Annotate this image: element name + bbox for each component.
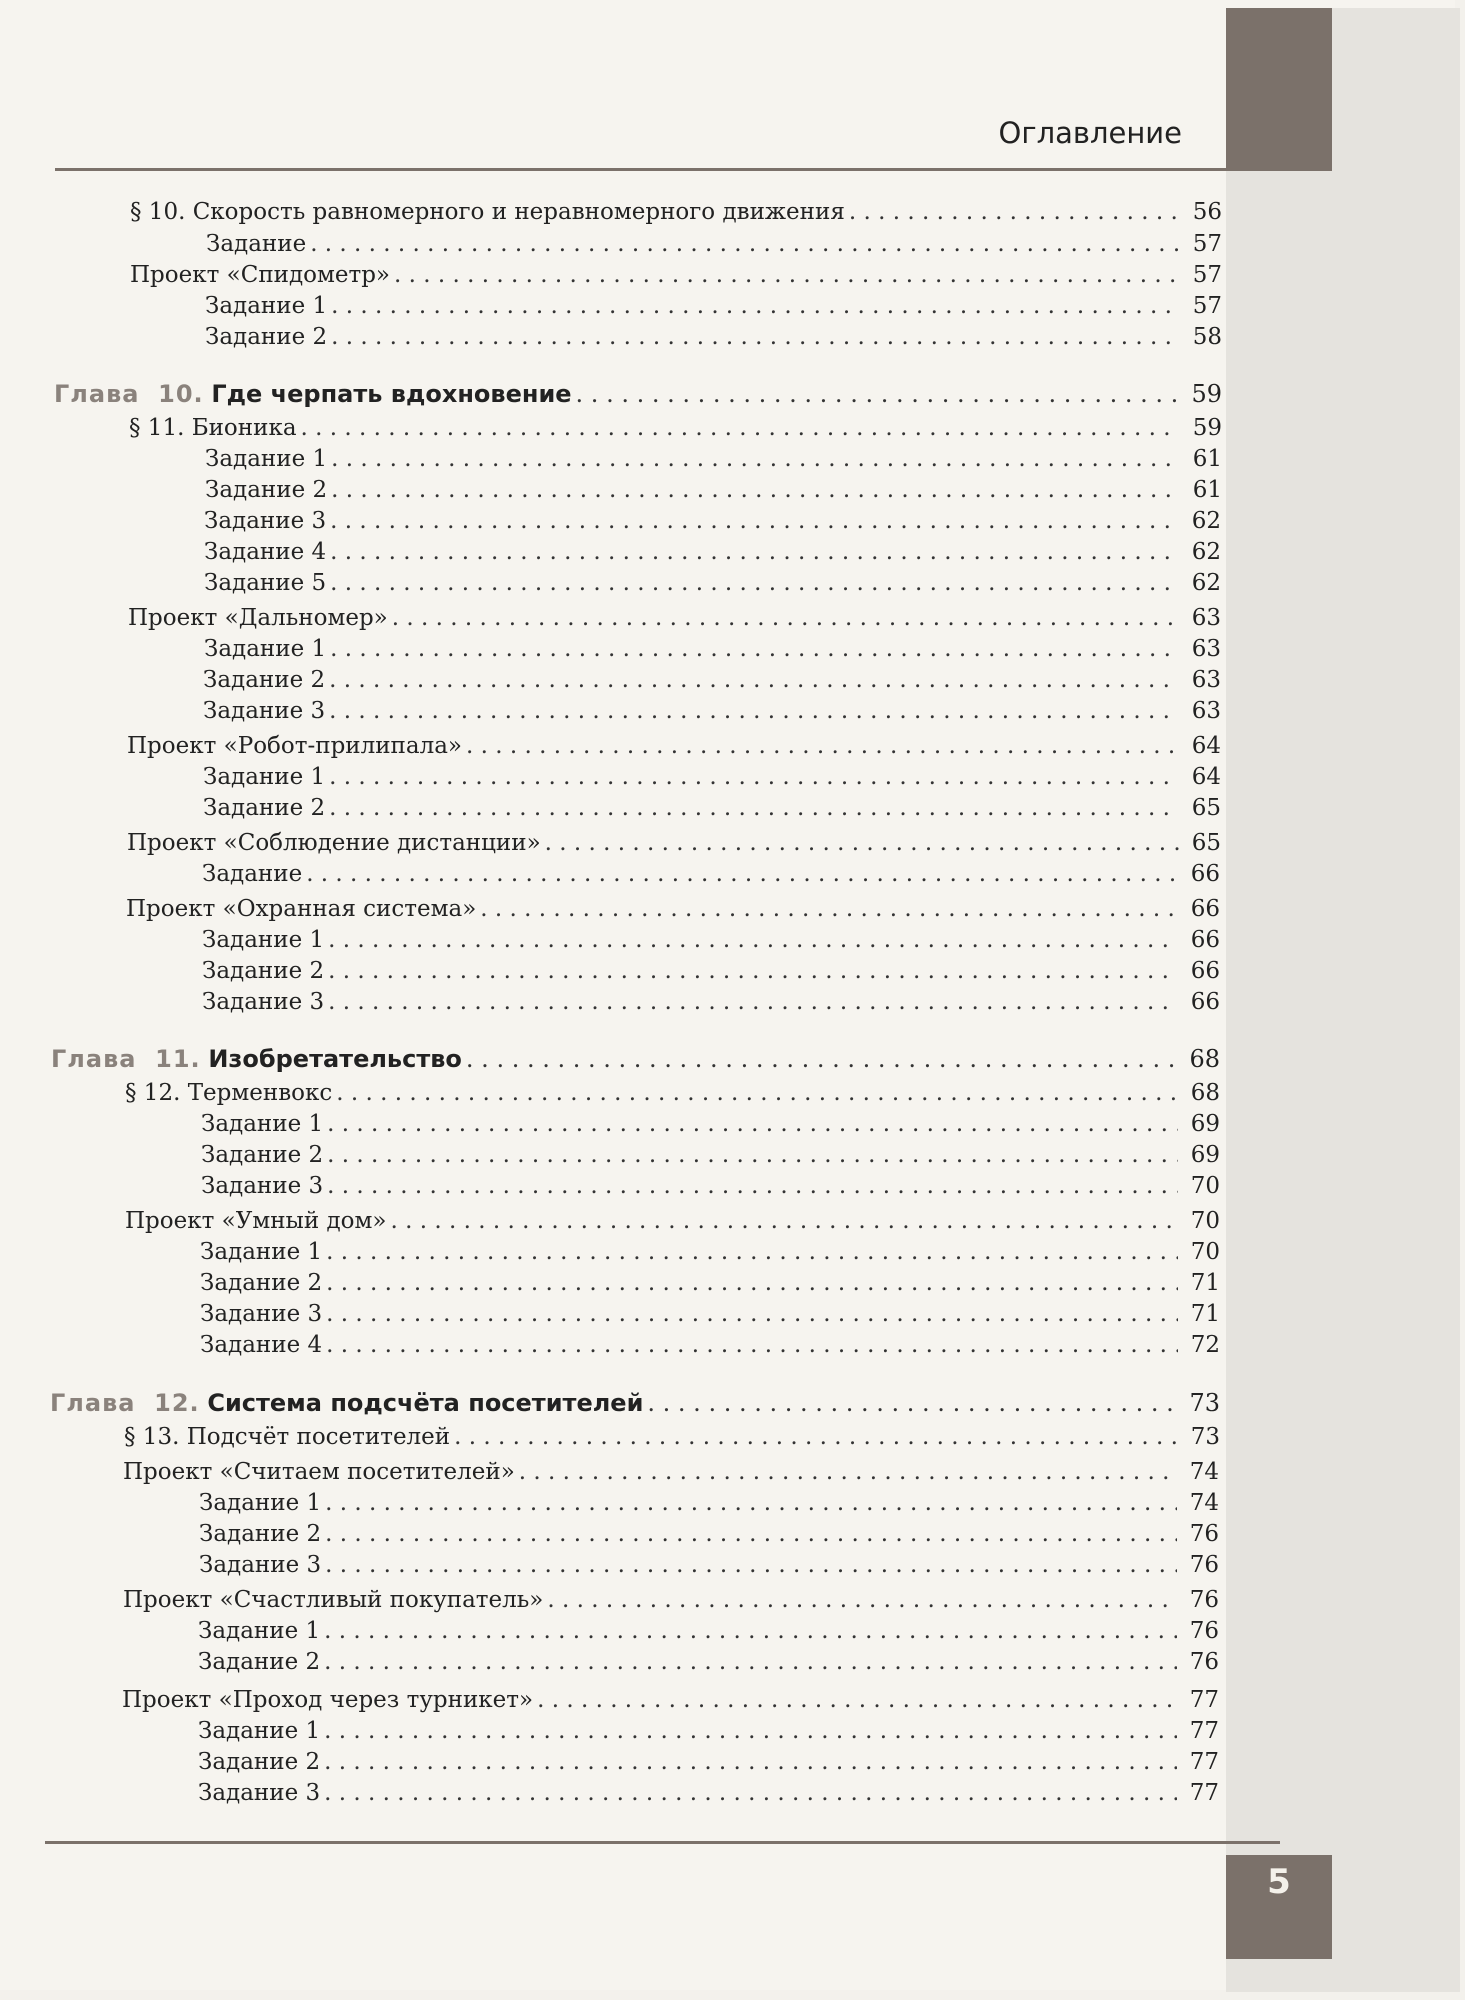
toc-page-number: 77	[1189, 1718, 1219, 1744]
chapter-number: Глава 11.	[51, 1045, 201, 1073]
toc-entry-task	[200, 1268, 1220, 1298]
dot-leader	[324, 1778, 1177, 1808]
dot-leader	[327, 1109, 1178, 1139]
toc-entry-task	[204, 568, 1221, 598]
dot-leader	[326, 1268, 1178, 1298]
toc-entry-project	[126, 894, 1220, 924]
toc-page-number: 70	[1190, 1173, 1220, 1199]
toc-entry-label: Задание 4	[200, 1332, 323, 1358]
toc-entry-task	[198, 1716, 1219, 1746]
toc-entry-task	[203, 665, 1221, 695]
dot-leader	[331, 322, 1180, 352]
dot-leader	[336, 1078, 1178, 1108]
toc-page-number: 73	[1189, 1389, 1220, 1417]
chapter-title: Где черпать вдохновение	[211, 380, 572, 408]
toc-entry-task	[206, 229, 1222, 259]
dot-leader	[331, 291, 1180, 321]
toc-entry-label: Задание 3	[200, 1301, 323, 1327]
toc-entry-label: Задание 2	[205, 477, 328, 503]
page-number: 5	[1267, 1862, 1291, 1902]
toc-entry-label: Проект «Спидометр»	[130, 262, 391, 288]
toc-entry-label: Задание 1	[202, 927, 325, 953]
toc-page-number: 68	[1189, 1045, 1220, 1073]
toc-entry-label: Задание 5	[204, 570, 327, 596]
dot-leader	[329, 696, 1179, 726]
toc-entry-task	[201, 1140, 1220, 1170]
toc-entry-label: § 13. Подсчёт посетителей	[124, 1424, 451, 1450]
toc-entry-project	[123, 1585, 1219, 1615]
toc-page-number: 73	[1190, 1424, 1220, 1450]
dot-leader	[328, 925, 1178, 955]
toc-page-number: 65	[1191, 795, 1221, 821]
chapter-title: Изобретательство	[208, 1045, 462, 1073]
dot-leader	[324, 1747, 1177, 1777]
toc-page-number: 71	[1190, 1270, 1220, 1296]
toc-entry-task	[205, 291, 1222, 321]
toc-entry-label: Задание 2	[201, 1142, 324, 1168]
toc-entry-label: Задание	[206, 231, 307, 257]
toc-page-number: 59	[1192, 415, 1222, 441]
toc-entry-label: Задание 2	[203, 795, 326, 821]
dot-leader	[547, 1585, 1177, 1615]
toc-page-number: 66	[1190, 927, 1220, 953]
toc-page-number: 63	[1191, 636, 1221, 662]
dot-leader	[390, 1206, 1178, 1236]
dot-leader	[325, 1488, 1177, 1518]
toc-entry-task	[198, 1747, 1219, 1777]
toc-entry-task	[204, 537, 1221, 567]
toc-entry-label: Задание 1	[201, 1111, 324, 1137]
toc-entry-label: Задание 1	[199, 1490, 322, 1516]
dot-leader	[454, 1422, 1178, 1452]
toc-page-number: 57	[1192, 231, 1222, 257]
toc-entry-section	[130, 197, 1222, 227]
dot-leader	[519, 1457, 1177, 1487]
toc-entry-label: Задание 1	[198, 1618, 321, 1644]
toc-page-number: 68	[1190, 1080, 1220, 1106]
toc-entry-task	[200, 1237, 1220, 1267]
footer-rule	[45, 1841, 1280, 1844]
toc-entry-task	[203, 793, 1221, 823]
toc-entry-label: Проект «Счастливый покупатель»	[123, 1587, 544, 1613]
toc-page-number: 72	[1190, 1332, 1220, 1358]
toc-entry-label: Проект «Проход через турникет»	[122, 1687, 534, 1713]
toc-page-number: 71	[1190, 1301, 1220, 1327]
toc-entry-task	[205, 475, 1222, 505]
toc-entry-project	[128, 603, 1221, 633]
toc-entry-task	[198, 1616, 1219, 1646]
toc-entry-task	[204, 506, 1221, 536]
toc-entry-label: Задание 1	[204, 636, 327, 662]
toc-entry-label: § 11. Бионика	[129, 415, 297, 441]
toc-entry-task	[204, 634, 1221, 664]
dot-leader	[329, 793, 1179, 823]
toc-page-number: 56	[1192, 199, 1222, 225]
toc-entry-label: Задание 1	[198, 1718, 321, 1744]
toc-page-number: 70	[1190, 1208, 1220, 1234]
chapter-number: Глава 10.	[54, 380, 204, 408]
toc-page-number: 66	[1190, 958, 1220, 984]
toc-page-number: 77	[1189, 1687, 1219, 1713]
toc-entry-label: Задание 3	[198, 1780, 321, 1806]
dot-leader	[327, 1171, 1178, 1201]
toc-page-number: 76	[1189, 1521, 1219, 1547]
toc-page-number: 69	[1190, 1142, 1220, 1168]
dot-leader	[327, 1140, 1178, 1170]
toc-entry-label: Задание 1	[205, 446, 328, 472]
toc-entry-project	[123, 1457, 1219, 1487]
toc-entry-label: Задание 2	[198, 1749, 321, 1775]
dot-leader	[330, 568, 1179, 598]
dot-leader	[392, 603, 1179, 633]
dot-leader	[330, 506, 1179, 536]
dot-leader	[330, 537, 1179, 567]
toc-entry-label: Задание 2	[200, 1270, 323, 1296]
toc-entry-section	[129, 413, 1222, 443]
toc-page-number: 62	[1191, 539, 1221, 565]
toc-page-number: 61	[1192, 477, 1222, 503]
toc-page-number: 76	[1189, 1618, 1219, 1644]
toc-page-number: 57	[1192, 293, 1222, 319]
dot-leader	[326, 1237, 1178, 1267]
toc-entry-project	[127, 731, 1221, 761]
toc-entry-task	[203, 762, 1221, 792]
toc-entry-task	[201, 1171, 1220, 1201]
toc-entry-task	[202, 956, 1220, 986]
toc-page-number: 58	[1192, 324, 1222, 350]
toc-entry-section	[125, 1078, 1220, 1108]
toc-entry-task	[200, 1330, 1220, 1360]
dot-leader	[325, 1519, 1177, 1549]
toc-entry-label: Задание 4	[204, 539, 327, 565]
toc-page-number: 62	[1191, 570, 1221, 596]
dot-leader	[466, 1044, 1178, 1074]
toc-entry-chapter	[54, 379, 1222, 409]
toc-entry-task	[202, 925, 1220, 955]
dot-leader	[328, 956, 1178, 986]
toc-entry-task	[198, 1647, 1219, 1677]
toc-entry-project	[122, 1685, 1219, 1715]
dot-leader	[310, 229, 1180, 259]
toc-entry-label: Задание 1	[205, 293, 328, 319]
toc-page-number: 69	[1190, 1111, 1220, 1137]
toc-entry-label: Задание 1	[203, 764, 326, 790]
toc-page-number: 61	[1192, 446, 1222, 472]
toc-entry-chapter	[51, 1044, 1220, 1074]
toc-page-number: 66	[1190, 896, 1220, 922]
toc-entry-label: § 12. Терменвокс	[125, 1080, 333, 1106]
toc-page-number: 77	[1189, 1780, 1219, 1806]
toc-entry-label: Задание 2	[199, 1521, 322, 1547]
toc-entry-task	[205, 444, 1222, 474]
dot-leader	[306, 859, 1178, 889]
toc-entry-label: Задание 3	[199, 1552, 322, 1578]
toc-page-number: 63	[1191, 667, 1221, 693]
toc-entry-label: Задание 2	[198, 1649, 321, 1675]
toc-entry-label: Проект «Соблюдение дистанции»	[127, 830, 541, 856]
toc-page-number: 65	[1191, 830, 1221, 856]
dot-leader	[326, 1299, 1178, 1329]
toc-entry-task	[200, 1299, 1220, 1329]
toc-page-number: 77	[1189, 1749, 1219, 1775]
toc-page-number: 76	[1189, 1552, 1219, 1578]
toc-entry-label: Задание 2	[202, 958, 325, 984]
toc-entry-label: Задание 3	[204, 508, 327, 534]
dot-leader	[466, 731, 1179, 761]
toc-entry-label: Задание	[202, 861, 303, 887]
toc-entry-task	[199, 1488, 1219, 1518]
toc-entry-label: Задание 3	[203, 698, 326, 724]
toc-entry-label: Задание 3	[202, 989, 325, 1015]
toc-entry-project	[127, 828, 1221, 858]
toc-entry-task	[201, 1109, 1220, 1139]
chapter-title: Система подсчёта посетителей	[207, 1389, 644, 1417]
toc-page-number: 57	[1192, 262, 1222, 288]
toc-entry-task	[199, 1519, 1219, 1549]
toc-entry-section	[124, 1422, 1220, 1452]
toc-entry-task	[202, 987, 1220, 1017]
toc-page-number: 66	[1190, 861, 1220, 887]
toc-entry-project	[130, 260, 1222, 290]
dot-leader	[480, 894, 1178, 924]
toc-page-number: 64	[1191, 764, 1221, 790]
dot-leader	[331, 475, 1180, 505]
dot-leader	[331, 444, 1180, 474]
dot-leader	[328, 987, 1178, 1017]
dot-leader	[537, 1685, 1177, 1715]
toc-entry-label: Задание 2	[203, 667, 326, 693]
toc-entry-label: Проект «Робот-прилипала»	[127, 733, 462, 759]
dot-leader	[329, 762, 1179, 792]
toc-entry-label	[51, 1044, 466, 1074]
toc-entry-label: Проект «Считаем посетителей»	[123, 1459, 515, 1485]
dot-leader	[301, 413, 1180, 443]
toc-page-number: 66	[1190, 989, 1220, 1015]
toc-entry-label: Проект «Умный дом»	[125, 1208, 387, 1234]
toc-page-number: 74	[1189, 1459, 1219, 1485]
dot-leader	[545, 828, 1179, 858]
toc-entry-label: § 10. Скорость равномерного и неравномерного движения	[130, 199, 845, 225]
toc-entry-label: Проект «Охранная система»	[126, 896, 477, 922]
toc-entry-label	[50, 1388, 647, 1418]
page-title: Оглавление	[998, 116, 1182, 150]
dot-leader	[330, 634, 1179, 664]
toc-entry-label: Задание 1	[200, 1239, 323, 1265]
toc-entry-task	[205, 322, 1222, 352]
toc-entry-chapter	[50, 1388, 1220, 1418]
toc-page-number: 70	[1190, 1239, 1220, 1265]
dot-leader	[324, 1716, 1177, 1746]
toc-page-number: 59	[1191, 380, 1222, 408]
dot-leader	[394, 260, 1180, 290]
toc-page-number: 76	[1189, 1587, 1219, 1613]
dot-leader	[647, 1388, 1178, 1418]
toc-entry-task	[202, 859, 1220, 889]
toc-page-number: 74	[1189, 1490, 1219, 1516]
toc-entry-project	[125, 1206, 1220, 1236]
dot-leader	[324, 1616, 1177, 1646]
toc-page-number: 76	[1189, 1649, 1219, 1675]
toc-page-number: 62	[1191, 508, 1221, 534]
dot-leader	[325, 1550, 1177, 1580]
toc-entry-label: Проект «Дальномер»	[128, 605, 388, 631]
toc-entry-task	[199, 1550, 1219, 1580]
toc-entry-label: Задание 2	[205, 324, 328, 350]
chapter-number: Глава 12.	[50, 1389, 200, 1417]
toc-entry-label	[54, 379, 576, 409]
toc-page-number: 63	[1191, 605, 1221, 631]
dot-leader	[849, 197, 1180, 227]
toc-page-number: 64	[1191, 733, 1221, 759]
toc-entry-task	[198, 1778, 1219, 1808]
dot-leader	[329, 665, 1179, 695]
toc-page-number: 63	[1191, 698, 1221, 724]
dot-leader	[576, 379, 1180, 409]
toc-entry-task	[203, 696, 1221, 726]
toc-entry-label: Задание 3	[201, 1173, 324, 1199]
dot-leader	[326, 1330, 1178, 1360]
dot-leader	[324, 1647, 1177, 1677]
